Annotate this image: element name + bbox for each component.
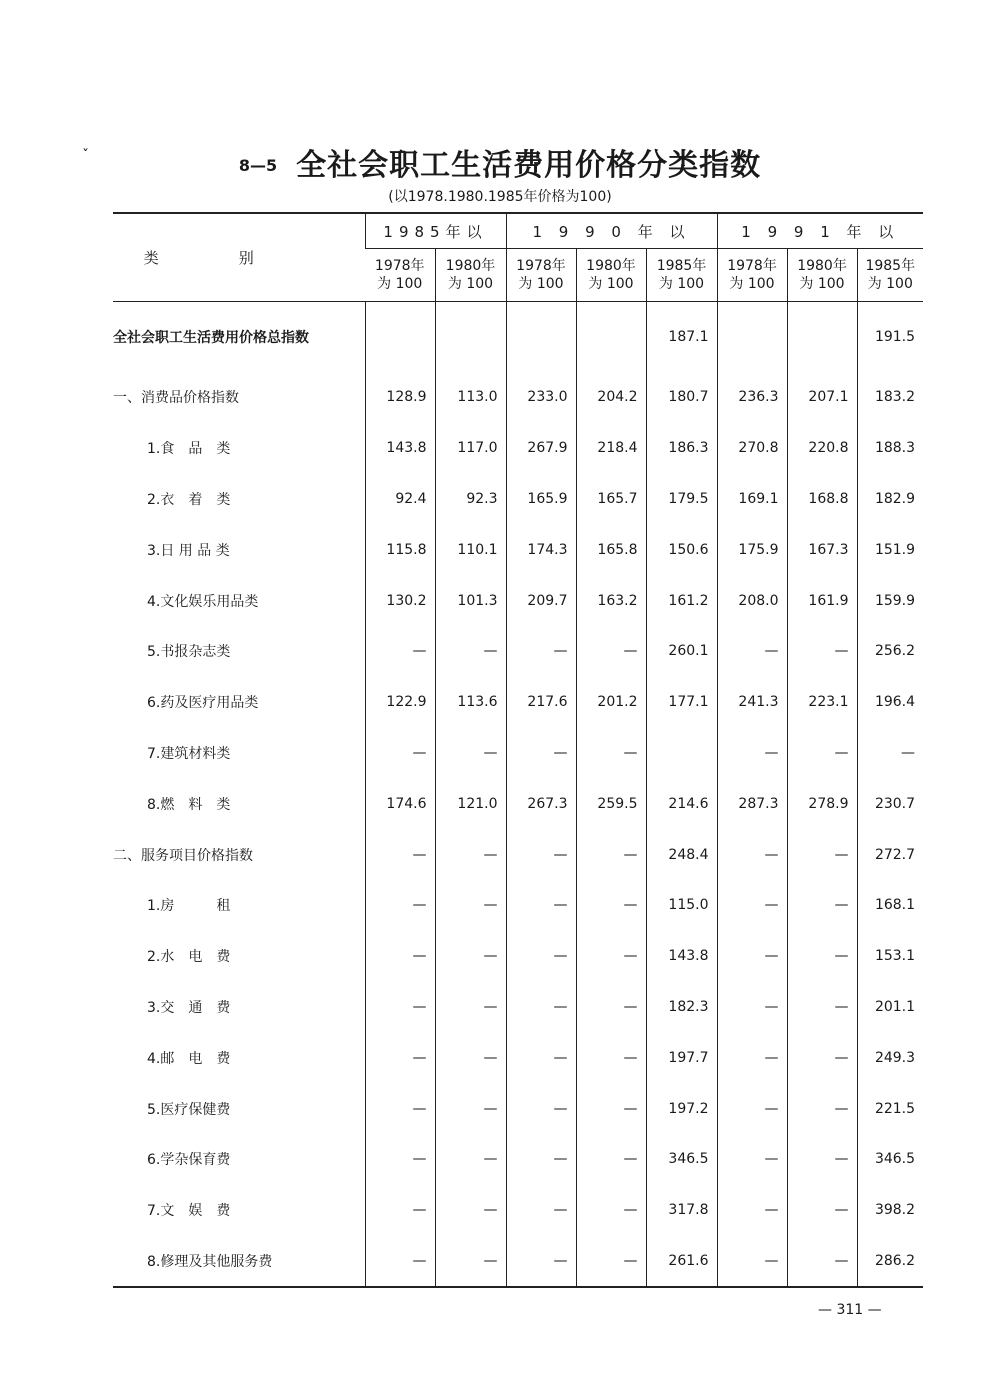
table-cell: — (576, 880, 646, 931)
table-cell: — (717, 1032, 787, 1083)
table-cell: 168.8 (787, 474, 857, 525)
table-cell: 272.7 (857, 829, 923, 880)
table-cell: 161.2 (646, 575, 717, 626)
group-header-1985: 1985年以 (365, 213, 506, 249)
column-header-line: 1978年 (727, 258, 777, 274)
table-cell: — (435, 1032, 506, 1083)
table-row (113, 474, 923, 525)
title-text: 全社会职工生活费用价格分类指数 (296, 148, 762, 183)
table-cell (646, 728, 717, 779)
table-cell: 92.4 (365, 474, 435, 525)
table-cell: — (506, 931, 576, 982)
table-cell: 218.4 (576, 423, 646, 474)
table-cell: 256.2 (857, 626, 923, 677)
table-cell: — (365, 982, 435, 1033)
table-row (113, 372, 923, 423)
table-row (113, 302, 923, 373)
table-cell: — (506, 982, 576, 1033)
table-cell: 113.6 (435, 677, 506, 728)
column-header-line: 为 100 (518, 276, 564, 292)
table-cell (506, 302, 576, 373)
table-row (113, 829, 923, 880)
table-cell: 177.1 (646, 677, 717, 728)
table-cell: 182.9 (857, 474, 923, 525)
table-cell: 214.6 (646, 778, 717, 829)
table-cell: — (506, 1185, 576, 1236)
table-cell: — (717, 626, 787, 677)
row-label: 4.邮 电 费 (147, 1050, 231, 1067)
margin-mark: ˇ (82, 148, 89, 164)
table-cell: 287.3 (717, 778, 787, 829)
table-cell: 110.1 (435, 524, 506, 575)
table-cell: — (365, 931, 435, 982)
page-title (0, 140, 1000, 184)
row-label: 8.燃 料 类 (147, 796, 231, 813)
table-cell: — (365, 1083, 435, 1134)
table-cell: 208.0 (717, 575, 787, 626)
table-cell: — (506, 728, 576, 779)
table-cell: 233.0 (506, 372, 576, 423)
table-cell: 196.4 (857, 677, 923, 728)
table-row (113, 677, 923, 728)
table-cell: 182.3 (646, 982, 717, 1033)
table-cell: — (717, 880, 787, 931)
table-cell: — (787, 1236, 857, 1288)
column-header (787, 249, 857, 302)
table-cell: 197.2 (646, 1083, 717, 1134)
table-cell: — (365, 1032, 435, 1083)
table-cell: — (787, 931, 857, 982)
table-cell: — (576, 626, 646, 677)
table-cell: 150.6 (646, 524, 717, 575)
column-header-line: 1978年 (516, 258, 566, 274)
table-cell: 186.3 (646, 423, 717, 474)
table-row (113, 880, 923, 931)
subtitle: (以1978.1980.1985年价格为100) (388, 189, 612, 205)
row-label: 8.修理及其他服务费 (113, 1236, 365, 1288)
table-cell: 207.1 (787, 372, 857, 423)
table-cell: 174.6 (365, 778, 435, 829)
table-cell: 175.9 (717, 524, 787, 575)
row-label: 7.文 娱 费 (147, 1203, 231, 1220)
table-cell: — (717, 829, 787, 880)
table-cell: 209.7 (506, 575, 576, 626)
table-cell: 241.3 (717, 677, 787, 728)
table-cell: 278.9 (787, 778, 857, 829)
table-cell: 197.7 (646, 1032, 717, 1083)
table-cell: 115.8 (365, 524, 435, 575)
table-cell: 113.0 (435, 372, 506, 423)
table-cell: 165.7 (576, 474, 646, 525)
table-cell: — (576, 1032, 646, 1083)
table-cell: 191.5 (857, 302, 923, 373)
row-label: 2.衣 着 类 (147, 491, 231, 508)
table-cell: 143.8 (365, 423, 435, 474)
row-label: 6.学杂保育费 (147, 1152, 231, 1169)
table-cell: 169.1 (717, 474, 787, 525)
table-cell: — (365, 1134, 435, 1185)
table-cell: — (717, 982, 787, 1033)
table-cell: 187.1 (646, 302, 717, 373)
column-header (576, 249, 646, 302)
table-cell: 168.1 (857, 880, 923, 931)
table-cell: 259.5 (576, 778, 646, 829)
table-row (113, 1083, 923, 1134)
column-header-line: 1985年 (656, 258, 707, 274)
table-row (113, 931, 923, 982)
table-cell: — (576, 1185, 646, 1236)
table-cell: 398.2 (857, 1185, 923, 1236)
table-cell (576, 302, 646, 373)
table-cell: 143.8 (646, 931, 717, 982)
row-label: 1.食 品 类 (147, 441, 231, 458)
table-cell: 286.2 (857, 1236, 923, 1288)
table-cell: 217.6 (506, 677, 576, 728)
table-cell: — (435, 982, 506, 1033)
table-cell: 204.2 (576, 372, 646, 423)
table-cell: — (435, 1083, 506, 1134)
table-cell: 130.2 (365, 575, 435, 626)
table-cell: 174.3 (506, 524, 576, 575)
table-cell: 267.9 (506, 423, 576, 474)
column-header-line: 为 100 (447, 276, 494, 292)
column-header (365, 249, 435, 302)
table-row (113, 626, 923, 677)
table-cell: — (787, 1083, 857, 1134)
column-header-line: 1980年 (586, 258, 636, 274)
row-label: 二、服务项目价格指数 (113, 847, 253, 864)
table-cell: — (435, 728, 506, 779)
category-header: 类别 (113, 213, 365, 302)
column-header (506, 249, 576, 302)
table-cell: 121.0 (435, 778, 506, 829)
table-row (113, 982, 923, 1033)
column-header-line: 1980年 (797, 258, 847, 274)
row-label: 全社会职工生活费用价格总指数 (113, 330, 309, 346)
table-cell: — (787, 982, 857, 1033)
table-cell: — (365, 1185, 435, 1236)
table-cell: — (506, 1083, 576, 1134)
row-label: 3.日 用 品 类 (147, 542, 230, 559)
table-cell: — (365, 728, 435, 779)
column-header (646, 249, 717, 302)
table-cell: 260.1 (646, 626, 717, 677)
table-cell: — (435, 880, 506, 931)
table-row (113, 1185, 923, 1236)
table-cell: 188.3 (857, 423, 923, 474)
table-cell: 163.2 (576, 575, 646, 626)
table-cell: 165.9 (506, 474, 576, 525)
column-header-line: 为 100 (658, 276, 705, 292)
table-row (113, 524, 923, 575)
table-cell: — (717, 728, 787, 779)
column-header (435, 249, 506, 302)
table-cell: 346.5 (857, 1134, 923, 1185)
table-cell: 221.5 (857, 1083, 923, 1134)
table-cell: 117.0 (435, 423, 506, 474)
table-cell: — (506, 1236, 576, 1288)
column-header (857, 249, 923, 302)
table-cell: — (435, 1134, 506, 1185)
table-cell: — (576, 728, 646, 779)
table-cell (717, 302, 787, 373)
row-label: 5.医疗保健费 (147, 1101, 231, 1118)
table-cell: — (787, 1134, 857, 1185)
table-cell: 201.1 (857, 982, 923, 1033)
table-cell: 92.3 (435, 474, 506, 525)
table-cell: 151.9 (857, 524, 923, 575)
row-label: 4.文化娱乐用品类 (147, 593, 259, 610)
column-header-line: 为 100 (799, 276, 845, 292)
table-cell: — (787, 1185, 857, 1236)
table-cell: — (365, 626, 435, 677)
table-cell (435, 302, 506, 373)
row-label: 5.书报杂志类 (147, 644, 231, 661)
table-cell: — (365, 1236, 435, 1288)
column-header-line: 为 100 (377, 276, 423, 292)
table-cell: — (717, 1185, 787, 1236)
table-cell: — (787, 728, 857, 779)
table-cell: — (365, 880, 435, 931)
table-cell: — (787, 829, 857, 880)
table-cell: — (857, 728, 923, 779)
column-header (717, 249, 787, 302)
table-cell: 317.8 (646, 1185, 717, 1236)
table-cell: — (576, 982, 646, 1033)
table-cell: — (717, 1236, 787, 1288)
table-cell: — (787, 1032, 857, 1083)
row-label: 1.房 租 (147, 898, 231, 915)
table-cell: — (787, 880, 857, 931)
row-label: 2.水 电 费 (147, 949, 231, 966)
table-cell: — (506, 829, 576, 880)
table-number: 8—5 (238, 156, 278, 175)
table-cell (365, 302, 435, 373)
table-cell: — (576, 1134, 646, 1185)
table-cell: 249.3 (857, 1032, 923, 1083)
table-cell: — (435, 1236, 506, 1288)
table-row (113, 1032, 923, 1083)
table-cell: 167.3 (787, 524, 857, 575)
group-header-1991: 1 9 9 1 年 以 (717, 213, 923, 249)
table-cell: — (576, 1236, 646, 1288)
table-row (113, 728, 923, 779)
table-cell: — (365, 829, 435, 880)
table-cell: 122.9 (365, 677, 435, 728)
table-cell: — (576, 1083, 646, 1134)
table-cell: — (717, 1083, 787, 1134)
table-cell: — (787, 626, 857, 677)
table-cell: 128.9 (365, 372, 435, 423)
table-cell: 101.3 (435, 575, 506, 626)
row-label: 3.交 通 费 (147, 999, 231, 1016)
group-header-1990: 1 9 9 0 年 以 (506, 213, 717, 249)
table-cell: — (435, 829, 506, 880)
table-cell: 165.8 (576, 524, 646, 575)
table-cell: 230.7 (857, 778, 923, 829)
table-cell: — (576, 931, 646, 982)
table-cell: — (576, 829, 646, 880)
table-cell (787, 302, 857, 373)
table-cell: 261.6 (646, 1236, 717, 1288)
table-cell: — (435, 626, 506, 677)
table-cell: 346.5 (646, 1134, 717, 1185)
table-cell: 267.3 (506, 778, 576, 829)
table-cell: — (717, 1134, 787, 1185)
table-cell: 236.3 (717, 372, 787, 423)
price-index-table (113, 212, 923, 1288)
row-label: 一、消费品价格指数 (113, 390, 239, 407)
table-cell: — (506, 1032, 576, 1083)
table-cell: 220.8 (787, 423, 857, 474)
table-cell: 270.8 (717, 423, 787, 474)
row-label: 6.药及医疗用品类 (147, 695, 259, 712)
table-cell: — (506, 880, 576, 931)
table-cell: 159.9 (857, 575, 923, 626)
table-cell: 161.9 (787, 575, 857, 626)
table-cell: 201.2 (576, 677, 646, 728)
table-row (113, 1134, 923, 1185)
column-header-line: 为 100 (729, 276, 775, 292)
table-cell: 115.0 (646, 880, 717, 931)
column-header-line: 1980年 (445, 258, 496, 274)
table-cell: — (435, 1185, 506, 1236)
table-cell: — (506, 1134, 576, 1185)
column-header-line: 为 100 (588, 276, 634, 292)
table-row (113, 423, 923, 474)
page-number: — 311 — (818, 1302, 882, 1318)
table-cell: 183.2 (857, 372, 923, 423)
table-cell: 153.1 (857, 931, 923, 982)
column-header-line: 1978年 (374, 258, 425, 274)
column-header-line: 为 100 (867, 276, 913, 292)
table-cell: 180.7 (646, 372, 717, 423)
table-cell: — (506, 626, 576, 677)
table-row (113, 1236, 923, 1288)
table-cell: — (435, 931, 506, 982)
table-cell: 179.5 (646, 474, 717, 525)
row-label: 7.建筑材料类 (147, 745, 231, 762)
table-cell: — (717, 931, 787, 982)
table-row (113, 778, 923, 829)
table-cell: 223.1 (787, 677, 857, 728)
table-row (113, 575, 923, 626)
column-header-line: 1985年 (865, 258, 916, 274)
table-cell: 248.4 (646, 829, 717, 880)
